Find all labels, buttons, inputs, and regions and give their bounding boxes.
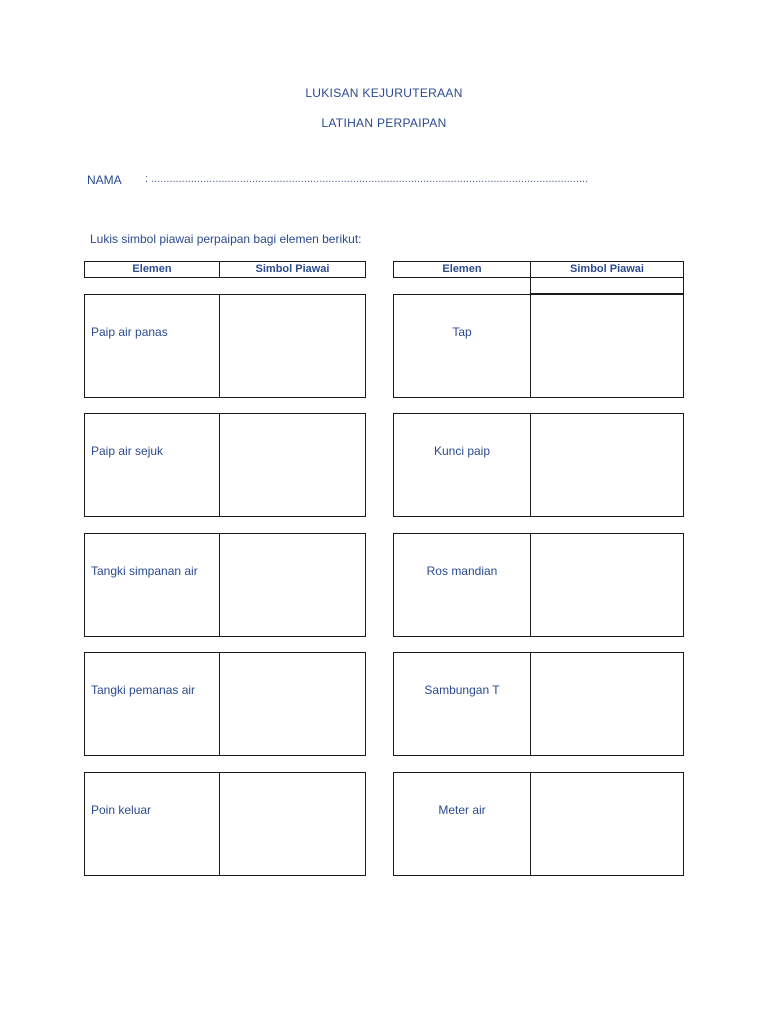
symbol-drawing-area[interactable] bbox=[220, 653, 365, 755]
page-title: LUKISAN KEJURUTERAAN bbox=[305, 86, 463, 100]
right-header-spacer bbox=[530, 278, 684, 294]
table-row bbox=[84, 413, 366, 517]
table-row bbox=[393, 533, 684, 637]
element-label: Sambungan T bbox=[394, 653, 531, 755]
left-header-symbol: Simbol Piawai bbox=[255, 263, 330, 275]
right-header-element: Elemen bbox=[394, 262, 531, 277]
table-row bbox=[393, 652, 684, 756]
element-label: Meter air bbox=[394, 773, 531, 875]
left-table-header bbox=[84, 261, 366, 278]
table-row bbox=[393, 413, 684, 517]
table-row bbox=[84, 772, 366, 876]
symbol-drawing-area[interactable] bbox=[220, 414, 365, 516]
left-header-element: Elemen bbox=[85, 262, 220, 277]
element-label: Paip air sejuk bbox=[85, 414, 220, 516]
table-row bbox=[84, 652, 366, 756]
symbol-drawing-area[interactable] bbox=[531, 414, 683, 516]
symbol-drawing-area[interactable] bbox=[531, 653, 683, 755]
symbol-drawing-area[interactable] bbox=[531, 295, 683, 397]
right-table-header bbox=[393, 261, 684, 278]
element-label: Tap bbox=[394, 295, 531, 397]
page-subtitle: LATIHAN PERPAIPAN bbox=[321, 116, 447, 130]
element-label: Paip air panas bbox=[85, 295, 220, 397]
symbol-drawing-area[interactable] bbox=[531, 773, 683, 875]
table-row bbox=[393, 772, 684, 876]
table-row bbox=[84, 533, 366, 637]
name-label: NAMA bbox=[87, 173, 122, 187]
symbol-drawing-area[interactable] bbox=[220, 295, 365, 397]
name-field[interactable]: : ............................................................................................................................................... bbox=[145, 173, 589, 185]
element-label: Poin keluar bbox=[85, 773, 220, 875]
symbol-drawing-area[interactable] bbox=[531, 534, 683, 636]
right-header-symbol: Simbol Piawai bbox=[570, 263, 644, 275]
element-label: Tangki pemanas air bbox=[85, 653, 220, 755]
table-row bbox=[84, 294, 366, 398]
table-row bbox=[393, 294, 684, 398]
symbol-drawing-area[interactable] bbox=[220, 534, 365, 636]
element-label: Tangki simpanan air bbox=[85, 534, 220, 636]
element-label: Kunci paip bbox=[394, 414, 531, 516]
element-label: Ros mandian bbox=[394, 534, 531, 636]
symbol-drawing-area[interactable] bbox=[220, 773, 365, 875]
instruction-text: Lukis simbol piawai perpaipan bagi elemen berikut: bbox=[90, 232, 362, 246]
